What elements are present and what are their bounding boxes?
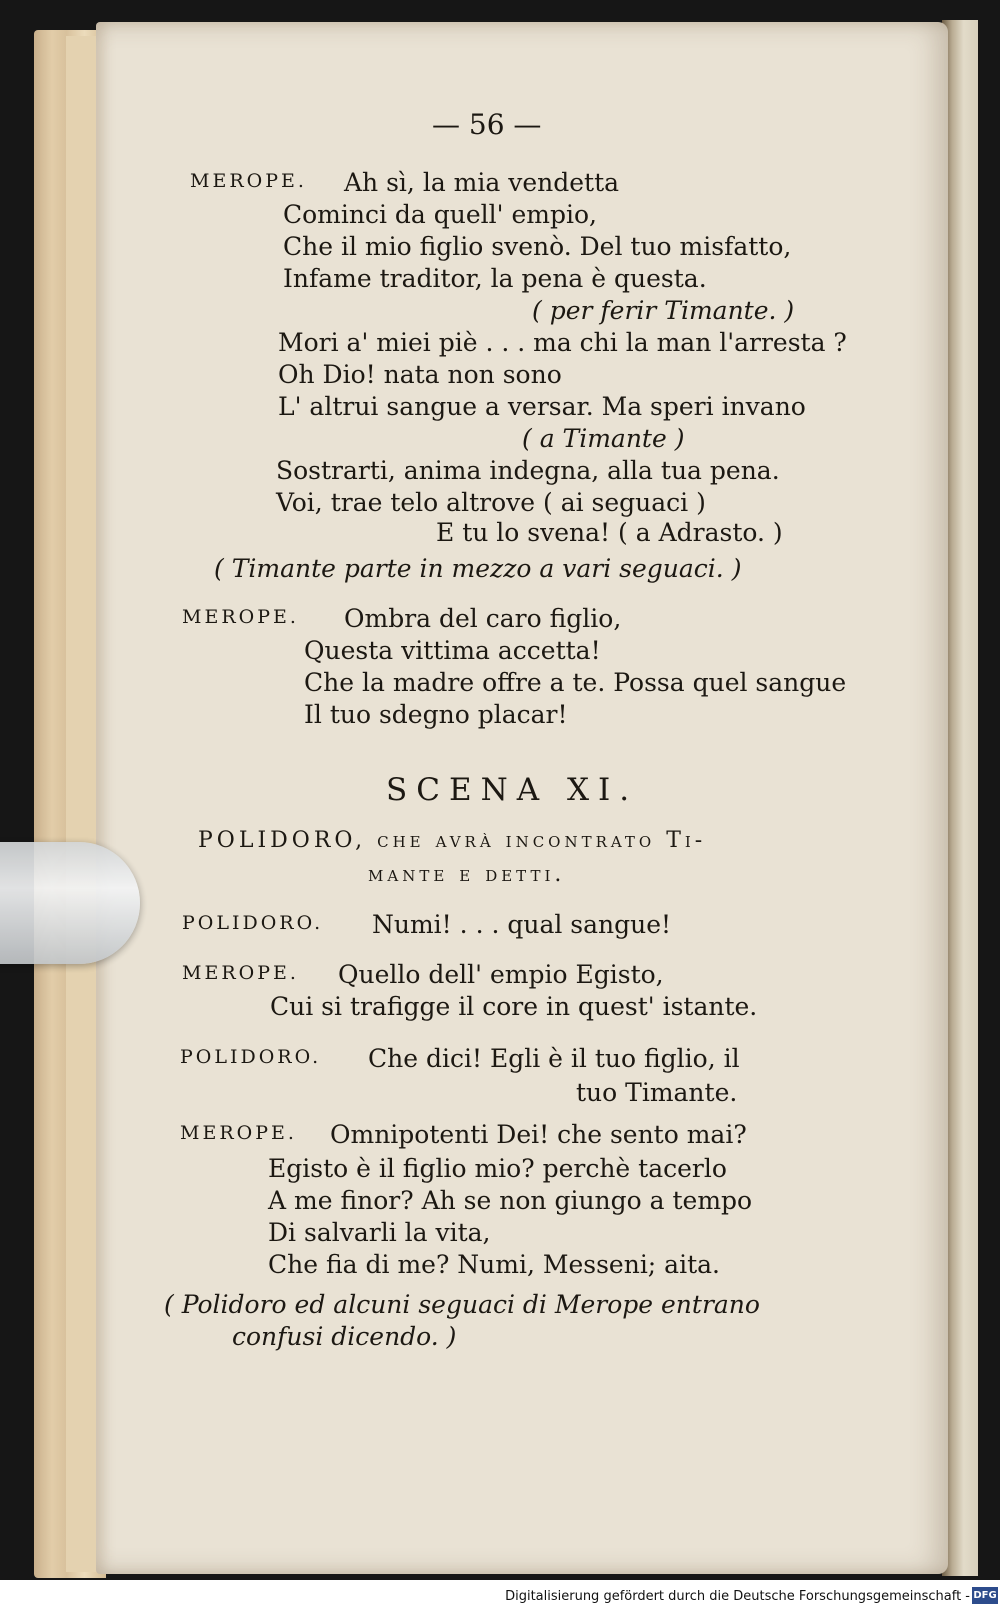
verse-line: Infame traditor, la pena è questa. [283,264,707,293]
stage-direction: ( Timante parte in mezzo a vari seguaci. ) [214,554,742,583]
speaker-name: MEROPE. [190,170,307,192]
page-number: — 56 — [432,108,542,141]
scene-title: SCENA XI. [386,772,639,808]
page-holder-clip [0,842,140,964]
speaker-name: POLIDORO. [180,1046,322,1068]
verse-line: Sostrarti, anima indegna, alla tua pena. [276,456,780,485]
verse-line: Egisto è il figlio mio? perchè tacerlo [268,1154,727,1183]
verse-line: Voi, trae telo altrove ( ai seguaci ) [276,488,706,517]
verse-line: L' altrui sangue a versar. Ma speri invano [278,392,806,421]
speaker-name: MEROPE. [182,962,299,984]
scene-heading: mante e detti. [368,862,566,887]
verse-line: Cominci da quell' empio, [283,200,597,229]
dfg-logo: DFG [972,1587,998,1604]
speaker-name: MEROPE. [180,1122,297,1144]
verse-line: Di salvarli la vita, [268,1218,491,1247]
stage-direction: confusi dicendo. ) [232,1322,457,1351]
verse-line: Cui si trafigge il core in quest' istante. [270,992,758,1021]
footer-bar [0,1580,1000,1612]
stage-direction: ( Polidoro ed alcuni seguaci di Merope entrano [164,1290,760,1319]
verse-line: Oh Dio! nata non sono [278,360,562,389]
verse-line: Che dici! Egli è il tuo figlio, il [368,1044,740,1073]
stage-direction: ( a Timante ) [522,424,685,453]
verse-line: Numi! . . . qual sangue! [372,910,672,939]
scene-heading: POLIDORO, che avrà incontrato Ti- [198,828,707,853]
verse-line: Omnipotenti Dei! che sento mai? [330,1120,747,1149]
verse-line: Che il mio figlio svenò. Del tuo misfatto, [283,232,792,261]
verse-line: tuo Timante. [576,1078,738,1107]
verse-line: Questa vittima accetta! [304,636,601,665]
speaker-name: MEROPE. [182,606,299,628]
verse-line: Mori a' miei piè . . . ma chi la man l'arresta ? [278,328,847,357]
verse-line: Quello dell' empio Egisto, [338,960,664,989]
speaker-name: POLIDORO. [182,912,324,934]
verse-line: A me finor? Ah se non giungo a tempo [268,1186,753,1215]
verse-line: E tu lo svena! ( a Adrasto. ) [436,518,783,547]
verse-line: Il tuo sdegno placar! [304,700,568,729]
verse-line: Che fia di me? Numi, Messeni; aita. [268,1250,720,1279]
stage-direction: ( per ferir Timante. ) [532,296,795,325]
footer-credit: Digitalisierung gefördert durch die Deutsche Forschungsgemeinschaft - [505,1589,970,1604]
verse-line: Che la madre offre a te. Possa quel sangue [304,668,847,697]
verse-line: Ombra del caro figlio, [344,604,622,633]
verse-line: Ah sì, la mia vendetta [344,168,620,197]
